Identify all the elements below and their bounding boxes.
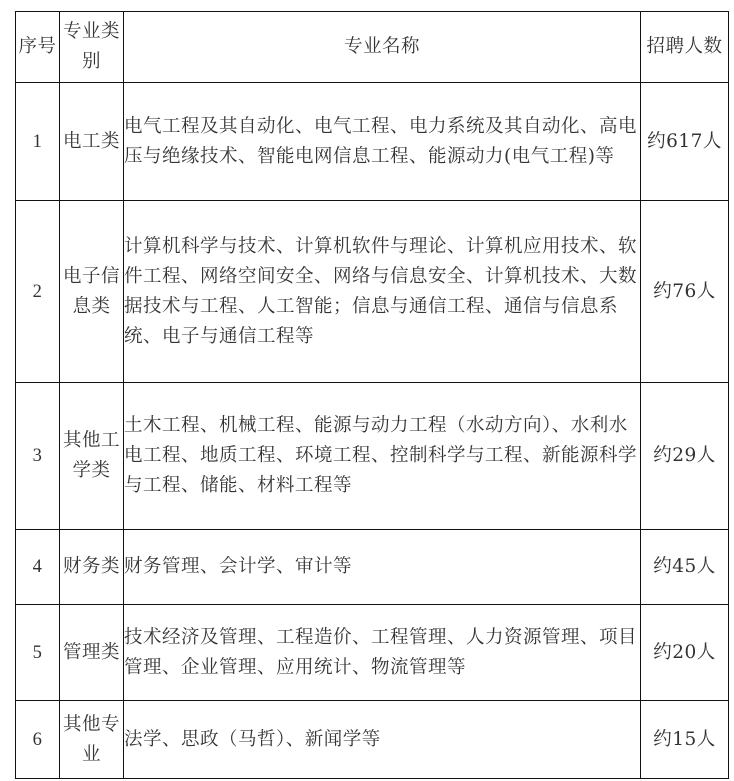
row-seq: 5 [16,605,60,701]
table-row [16,383,729,530]
row-seq: 4 [16,530,60,605]
header-category: 专业类别 [60,12,124,83]
row-count: 约29人 [641,383,729,530]
row-majors: 电气工程及其自动化、电气工程、电力系统及其自动化、高电压与绝缘技术、智能电网信息工程、能源动力(电气工程)等 [124,83,641,201]
row-seq: 3 [16,383,60,530]
row-majors: 技术经济及管理、工程造价、工程管理、人力资源管理、项目管理、企业管理、应用统计、物流管理等 [124,605,641,701]
row-majors: 财务管理、会计学、审计等 [124,530,641,605]
row-majors: 土木工程、机械工程、能源与动力工程（水动方向）、水利水电工程、地质工程、环境工程、控制科学与工程、新能源科学与工程、储能、材料工程等 [124,383,641,530]
row-seq: 6 [16,701,60,779]
table-row [16,201,729,383]
row-seq: 2 [16,201,60,383]
row-count: 约20人 [641,605,729,701]
table-row [16,83,729,201]
recruitment-table [15,11,729,779]
table-row [16,605,729,701]
row-count: 约617人 [641,83,729,201]
table-row [16,701,729,779]
header-seq: 序号 [16,12,60,83]
row-count: 约76人 [641,201,729,383]
header-majors: 专业名称 [124,12,641,83]
row-count: 约15人 [641,701,729,779]
header-count: 招聘人数 [641,12,729,83]
table-header-row [16,12,729,83]
row-category: 电子信息类 [60,201,124,383]
row-category: 其他工学类 [60,383,124,530]
row-seq: 1 [16,83,60,201]
row-category: 管理类 [60,605,124,701]
row-count: 约45人 [641,530,729,605]
row-category: 财务类 [60,530,124,605]
row-category: 其他专业 [60,701,124,779]
row-majors: 法学、思政（马哲）、新闻学等 [124,701,641,779]
row-category: 电工类 [60,83,124,201]
table-row [16,530,729,605]
row-majors: 计算机科学与技术、计算机软件与理论、计算机应用技术、软件工程、网络空间安全、网络与信息安全、计算机技术、大数据技术与工程、人工智能；信息与通信工程、通信与信息系统、电子与通信工程等 [124,201,641,383]
